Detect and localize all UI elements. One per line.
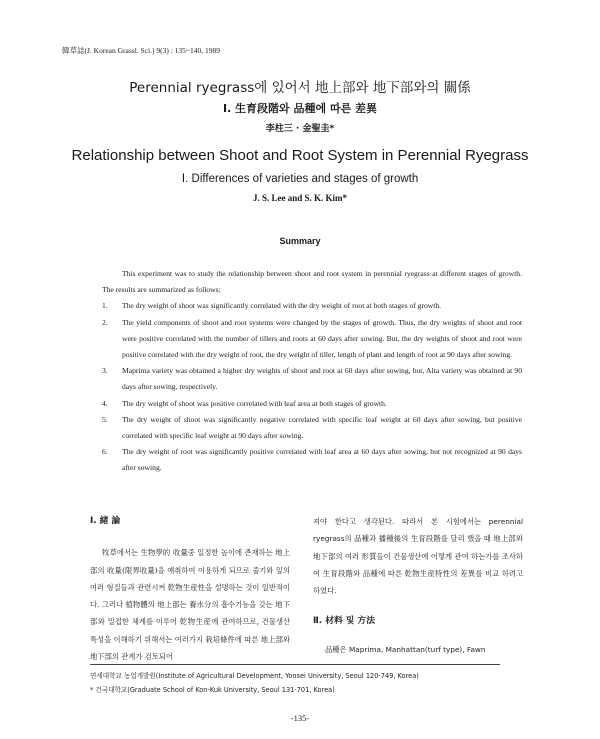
summary-item-number: 4.	[102, 398, 108, 408]
summary-item-text: The dry weight of root was significantly positive correlated with leaf area at 60 days after sowing, but not recognized at 90 days after sowing.	[122, 447, 522, 473]
summary-item	[102, 363, 522, 395]
korean-title: Perennial ryegrass에 있어서 地上部와 地下部와의 關係	[129, 80, 471, 96]
summary-item	[102, 298, 522, 314]
summary-item-text: The dry weight of shoot was significantly correlated with the dry weight of root at both stages of growth.	[122, 301, 442, 311]
english-authors: J. S. Lee and S. K. Kim*	[252, 193, 347, 203]
summary-body	[102, 266, 522, 477]
summary-list	[102, 298, 522, 476]
methods-paragraph: 品種은 Maprima, Manhattan(turf type), Fawn	[325, 644, 486, 654]
introduction-paragraph	[90, 544, 290, 665]
summary-item	[102, 396, 522, 412]
intro-text-part2: 그러나 植物體의 地上部는 養水分의 흡수기능을 갖는 地下部와 밀접한 체계를 이루어 乾物生産에 관여하므로, 건물생산특성을 이해하기 위해서는 여러가지 栽培條件에 따른 地上部와 地下部의 관계가 검토되어	[90, 600, 290, 662]
summary-item-text: The dry weight of shoot was positive correlated with leaf area at both stages of growth.	[122, 398, 387, 408]
summary-item	[102, 412, 522, 444]
right-column	[313, 513, 523, 658]
footnote-affiliation-2: * 건국대학교(Graduate School of Kon-Kuk University, Seoul 131-701, Korea)	[90, 686, 335, 694]
intro-text-part1: 牧草에서는 生物學的 收量중 일정한 높이에 존재하는 地上部의 收量(限界收量)을 예취하여 이용하게 되므로 줄기와 잎의 여러 형질들과 관련시켜 乾物生産性을 설명하는 것이 일반적이다.	[90, 548, 290, 610]
journal-citation: 韓草誌(J. Korean Grassl. Sci.) 9(3) : 135~140, 1989	[62, 46, 220, 55]
left-column	[90, 513, 290, 665]
summary-item-number: 3.	[102, 366, 108, 376]
english-title: Relationship between Shoot and Root System in Perennial Ryegrass	[71, 147, 529, 164]
summary-intro: This experiment was to study the relationship between shoot and root system in perennial ryegrass at different stages of growth. The results are summarized as follows;	[102, 269, 522, 295]
summary-item-number: 5.	[102, 414, 108, 424]
english-subtitle: Ⅰ. Differences of varieties and stages of growth	[181, 173, 419, 185]
introduction-heading: Ⅰ. 緒 論	[90, 516, 121, 526]
summary-item-text: The yield components of shoot and root systems were changed by the stages of growth. Thus, the dry weights of shoot and root were positive correlated with the number of tillers and roots at 60 days after sowing. But, the dry weights of shoot and root were positive correlated with the dry weight of root, the dry weight of tiller, length of plant and length of root at 90 days after sowing.	[122, 317, 522, 360]
summary-item	[102, 444, 522, 476]
summary-item-number: 1.	[102, 301, 108, 311]
summary-item-text: Maprima variety was obtained a higher dry weights of shoot and root at 60 days after sowing, but, Alta variety was obtained at 90 days after sowing, respectively.	[122, 366, 522, 392]
footnote-divider	[90, 664, 500, 665]
summary-item	[102, 315, 522, 364]
page-number: -135-	[290, 713, 310, 723]
introduction-continued: 져야 한다고 생각된다. 따라서 본 시험에서는 perennial ryegrass의 品種과 播種後의 生育段階를 달리 했을 때 地上部와 地下部의 여러 形質들이 건물생산에 어떻게 관여 하는가를 조사하여 生育段階와 品種에 따른 乾物生産特性의 差異를 비교 하려고 하였다.	[313, 517, 523, 596]
methods-heading: Ⅱ. 材料 및 方法	[313, 616, 376, 627]
summary-item-number: 2.	[102, 317, 108, 327]
summary-heading: Summary	[279, 236, 321, 246]
korean-subtitle: Ⅰ. 生育段階와 品種에 따른 差異	[222, 102, 378, 115]
summary-item-text: The dry weight of shoot was significantly negative correlated with specific leaf weight at 60 days after sowing, but positive correlated with specific leaf weight at 90 days after sowing.	[122, 414, 522, 441]
summary-item-number: 6.	[102, 447, 108, 457]
footnote-affiliation-1: 연세대학교 농업개발원(Institute of Agricultural Development, Yonsei University, Seoul 120-749, Korea)	[90, 672, 419, 680]
korean-authors: 李柱三 · 金聖圭*	[265, 124, 335, 134]
